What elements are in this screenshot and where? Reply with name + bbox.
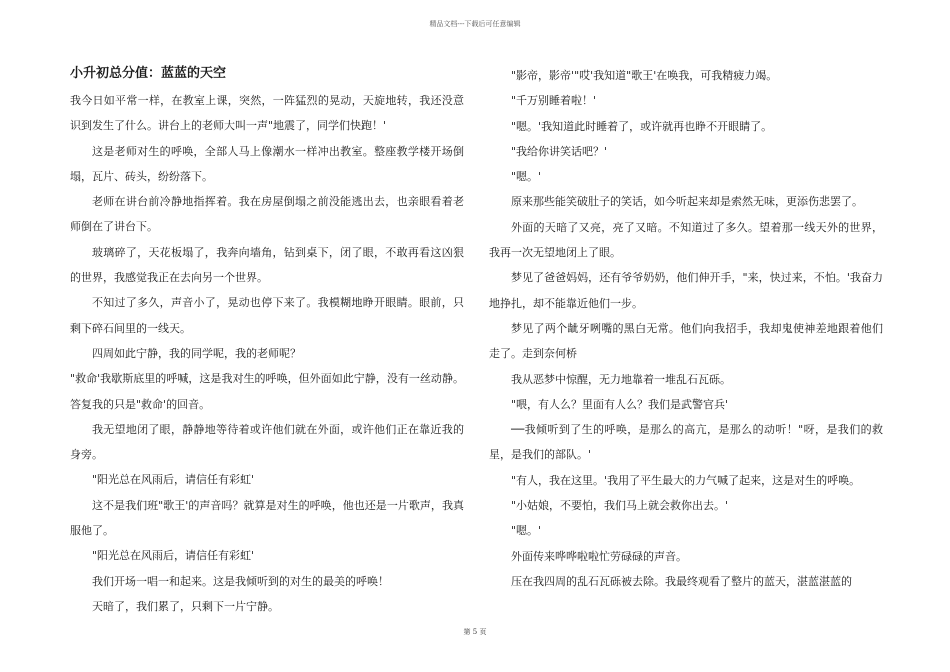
paragraph: "有人，我在这里。'我用了平生最大的力气喊了起来，这是对生的呼唤。 (511, 473, 861, 487)
paragraph: 压在我四周的乱石瓦砾被去除。我最终观看了整片的蓝天，湛蓝湛蓝的 (511, 574, 852, 588)
left-column (70, 63, 464, 619)
page-header: 精品文档---下载后可任意编辑 (429, 20, 521, 28)
paragraph: 玻璃碎了，天花板塌了，我奔向墙角，钻到桌下，闭了眼，不敢再看这凶狠的世界，我感觉我正在去向另一个世界。 (70, 245, 464, 285)
paragraph: "嗯。' (511, 170, 542, 184)
paragraph: "阳光总在风雨后，请信任有彩虹' (92, 549, 255, 563)
right-column (489, 63, 883, 594)
paragraph: ──我倾听到了生的呼唤，是那么的高亢，是那么的动听！"呀，是我们的救星，是我们的部队。' (489, 423, 883, 462)
paragraph: "我给你讲笑话吧？' (511, 144, 608, 158)
right-paragraphs (489, 63, 883, 594)
left-paragraphs (70, 88, 464, 619)
paragraph: "嗯。' (511, 524, 542, 538)
paragraph: 原来那些能笑破肚子的笑话，如今听起来却是索然无味，更添伤悲罢了。 (511, 195, 863, 209)
paragraph: "影帝，影帝'"哎'我知道"歌王'在唤我，可我精疲力竭。 (511, 69, 778, 82)
paragraph: 天暗了，我们累了，只剩下一片宁静。 (92, 599, 279, 613)
paragraph: 外面的天暗了又亮，亮了又暗。不知道过了多久。望着那一线天外的世界，我再一次无望地闭上了眼。 (489, 220, 883, 260)
paragraph: "嗯。'我知道此时睡着了，或许就再也睁不开眼睛了。 (511, 119, 773, 133)
paragraph: 我今日如平常一样，在教室上课，突然，一阵猛烈的晃动，天旋地转，我还没意识到发生了什么。讲台上的老师大叫一声"地震了，同学们快跑！' (70, 94, 464, 133)
paragraph: "千万别睡着啦！' (511, 94, 597, 108)
paragraph: 这不是我们班"歌王'的声音吗？就算是对生的呼唤，他也还是一片歌声，我真服他了。 (70, 498, 464, 538)
paragraph: "喂，有人么？里面有人么？我们是武警官兵' (511, 397, 729, 411)
paragraph: 不知过了多久，声音小了，晃动也停下来了。我模糊地睁开眼睛。眼前，只剩下碎石间里的一线天。 (70, 296, 464, 335)
paragraph: 我无望地闭了眼，静静地等待着或许他们就在外面，或许他们正在靠近我的身旁。 (70, 422, 464, 462)
paragraph: 梦见了两个龇牙咧嘴的黑白无常。他们向我招手，我却鬼使神差地跟着他们走了。走到奈何桥 (489, 321, 883, 361)
paragraph: 梦见了爸爸妈妈，还有爷爷奶奶，他们伸开手，"来，快过来，不怕。'我奋力地挣扎，却不能靠近他们一步。 (489, 271, 883, 310)
paragraph: 这是老师对生的呼唤，全部人马上像潮水一样冲出教室。整座教学楼开场倒塌，瓦片、砖头，纷纷落下。 (70, 144, 464, 183)
article-title: 小升初总分值：蓝蓝的天空 (70, 66, 227, 81)
paragraph: "阳光总在风雨后，请信任有彩虹' (92, 473, 255, 487)
paragraph: "救命'我歇斯底里的呼喊，这是我对生的呼唤，但外面如此宁静，没有一丝动静。答复我的只是"救命'的回音。 (70, 372, 464, 411)
paragraph: 我从恶梦中惊醒，无力地靠着一堆乱石瓦砾。 (511, 372, 731, 386)
paragraph: 外面传来哗哗啦啦忙劳碌碌的声音。 (511, 549, 687, 563)
page-number: 第 5 页 (463, 628, 487, 636)
paragraph: "小姑娘，不要怕，我们马上就会救你出去。' (511, 499, 729, 513)
paragraph: 老师在讲台前冷静地指挥着。我在房屋倒塌之前没能逃出去，也亲眼看着老师倒在了讲台下。 (70, 195, 464, 234)
paragraph: 我们开场一唱一和起来。这是我倾听到的对生的最美的呼唤！ (92, 574, 389, 588)
paragraph: 四周如此宁静，我的同学呢，我的老师呢？ (92, 346, 301, 360)
